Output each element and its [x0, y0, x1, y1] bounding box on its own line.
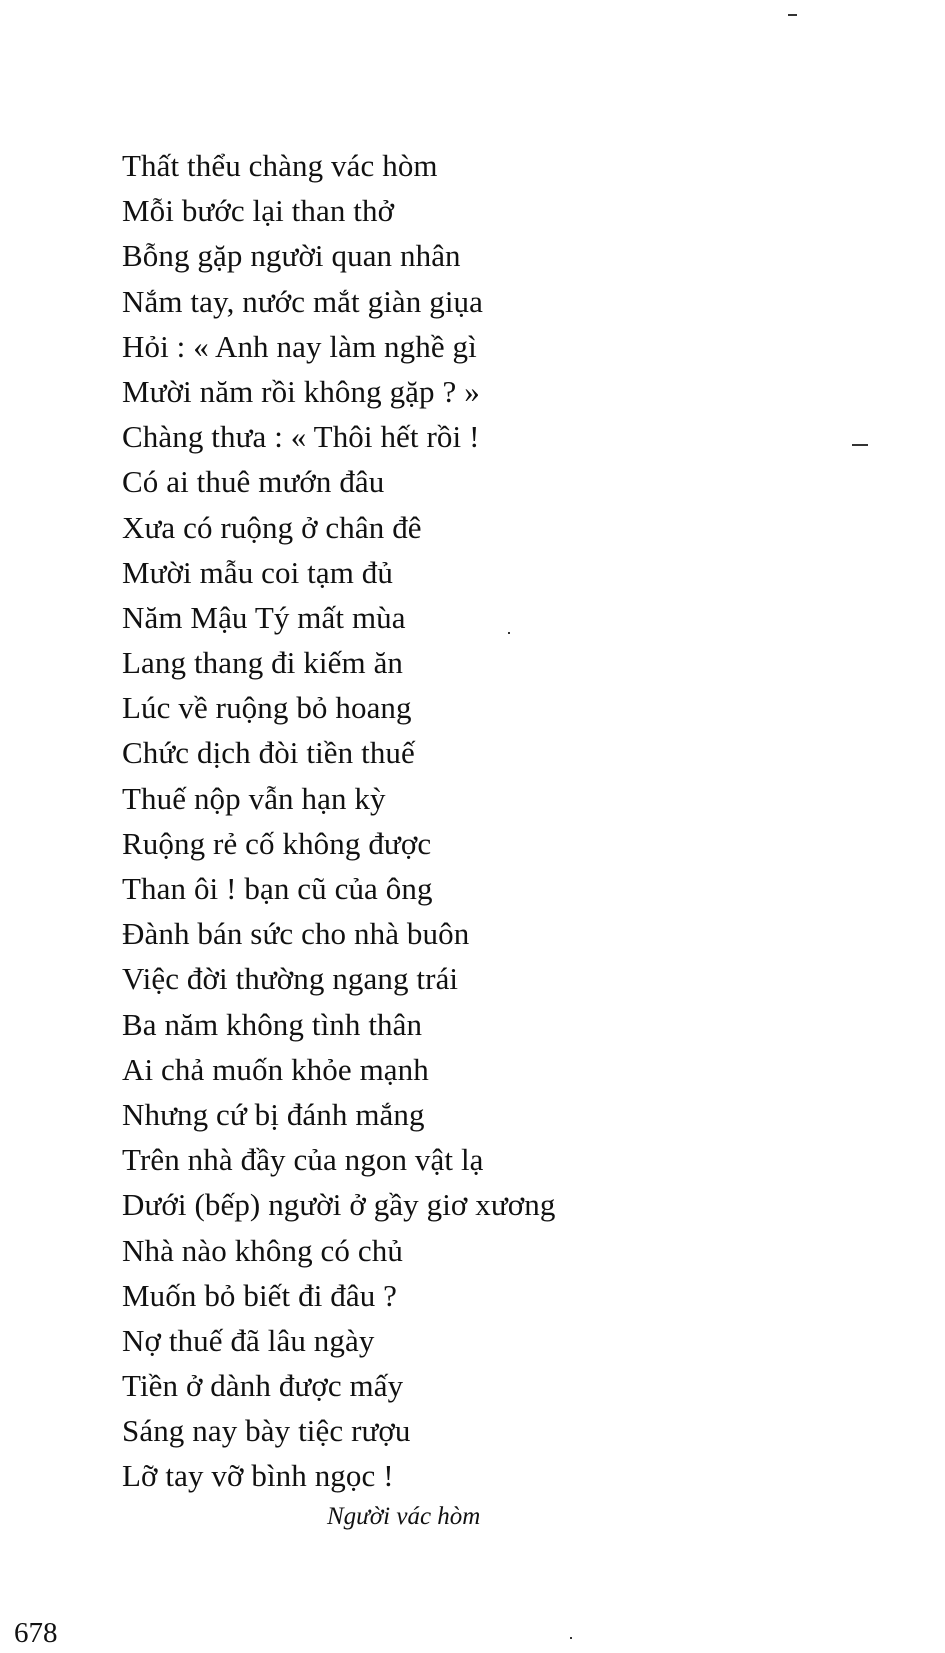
poem-line: Hỏi : « Anh nay làm nghề gì — [122, 328, 477, 364]
scan-speck — [852, 444, 868, 446]
poem-line: Nắm tay, nước mắt giàn giụa — [122, 283, 484, 319]
poem-line: Mười mẫu coi tạm đủ — [122, 554, 394, 590]
poem-line: Trên nhà đầy của ngon vật lạ — [122, 1142, 484, 1178]
poem-line: Mỗi bước lại than thở — [122, 193, 395, 229]
poem-line: Năm Mậu Tý mất mùa — [122, 599, 406, 635]
poem-line: Sáng nay bày tiệc rượu — [122, 1413, 411, 1449]
page-number: 678 — [14, 1617, 58, 1649]
poem-line: Nợ thuế đã lâu ngày — [122, 1322, 375, 1358]
poem-line: Xưa có ruộng ở chân đê — [122, 509, 422, 545]
poem-line: Nhưng cứ bị đánh mắng — [122, 1096, 425, 1132]
poem-caption: Người vác hòm — [327, 1503, 481, 1530]
poem-line: Thất thểu chàng vác hòm — [122, 148, 438, 183]
poem-line: Muốn bỏ biết đi đâu ? — [122, 1277, 398, 1313]
poem-line: Bỗng gặp người quan nhân — [122, 238, 461, 274]
poem-line: Việc đời thường ngang trái — [122, 961, 459, 997]
poem-line: Ba năm không tình thân — [122, 1006, 423, 1042]
poem-line: Than ôi ! bạn cũ của ông — [122, 871, 433, 906]
poem-line: Đành bán sức cho nhà buôn — [122, 916, 470, 952]
poem-line: Lỡ tay vỡ bình ngọc ! — [122, 1458, 394, 1494]
poem-body — [122, 143, 555, 1499]
poem-line: Chàng thưa : « Thôi hết rồi ! — [122, 419, 480, 455]
poem-line: Nhà nào không có chủ — [122, 1232, 403, 1268]
poem-line: Lúc về ruộng bỏ hoang — [122, 690, 412, 726]
poem-line: Ai chả muốn khỏe mạnh — [122, 1051, 429, 1087]
poem-line: Dưới (bếp) người ở gầy giơ xương — [122, 1187, 556, 1223]
scan-speck — [570, 1637, 572, 1639]
poem-line: Mười năm rồi không gặp ? » — [122, 373, 480, 409]
poem-line: Thuế nộp vẫn hạn kỳ — [122, 780, 386, 816]
poem-line: Lang thang đi kiếm ăn — [122, 645, 404, 681]
poem-line: Chức dịch đòi tiền thuế — [122, 735, 415, 771]
poem-line: Tiền ở dành được mấy — [122, 1368, 404, 1404]
scan-speck — [788, 14, 797, 16]
poem-line: Ruộng rẻ cố không được — [122, 825, 432, 861]
scan-speck — [508, 632, 510, 634]
poem-line: Có ai thuê mướn đâu — [122, 464, 385, 500]
